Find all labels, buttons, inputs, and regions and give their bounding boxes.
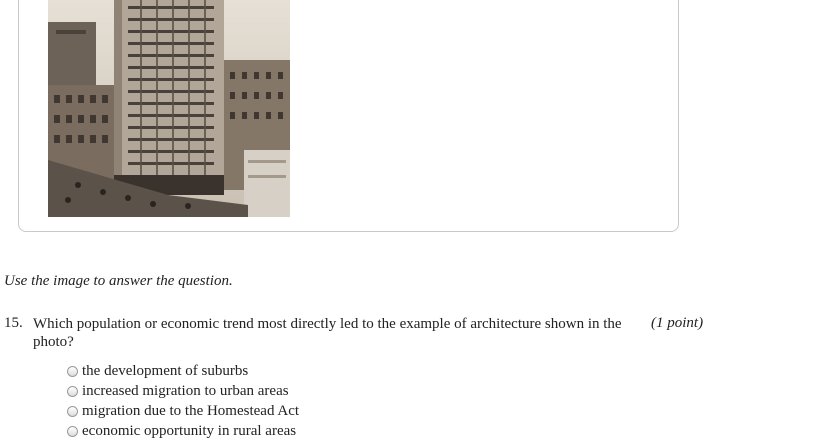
answer-option-label: migration due to the Homestead Act — [82, 402, 300, 419]
instruction-text: Use the image to answer the question. — [4, 273, 233, 289]
skyscraper-photo — [48, 0, 290, 217]
answer-option-4[interactable] — [67, 421, 299, 441]
radio-button-icon[interactable] — [67, 366, 78, 377]
answer-options — [67, 361, 299, 441]
answer-option-label: increased migration to urban areas — [82, 382, 289, 399]
answer-option-3[interactable] — [67, 401, 299, 421]
question-points: (1 point) — [651, 315, 704, 331]
answer-option-2[interactable] — [67, 381, 299, 401]
question-text: Which population or economic trend most directly led to the example of architecture shown in the photo? — [33, 316, 622, 350]
answer-option-label: economic opportunity in rural areas — [82, 422, 297, 439]
answer-option-label: the development of suburbs — [82, 362, 249, 379]
radio-button-icon[interactable] — [67, 406, 78, 417]
answer-option-1[interactable] — [67, 361, 299, 381]
radio-button-icon[interactable] — [67, 386, 78, 397]
radio-button-icon[interactable] — [67, 426, 78, 437]
question-number: 15. — [4, 315, 23, 331]
